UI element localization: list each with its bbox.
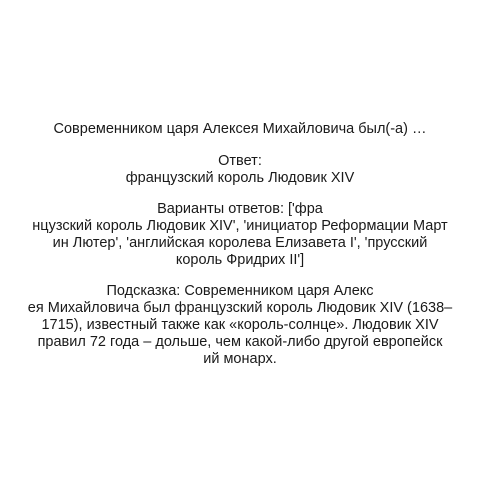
- question-block: [0, 121, 480, 138]
- options-line: король Фридрих II']: [175, 252, 305, 268]
- options-line: Варианты ответов: ['фра: [157, 201, 323, 217]
- options-line: ин Лютер', 'английская королева Елизавета I', 'прусский: [52, 235, 428, 251]
- options-line: нцузский король Людовик XIV', 'инициатор Реформации Март: [32, 218, 448, 234]
- hint-line: ея Михайловича был французский король Людовик XIV (1638–: [27, 300, 453, 316]
- hint-line: 1715), известный также как «король-солнце». Людовик XIV: [41, 317, 439, 333]
- answer-block: [0, 153, 480, 187]
- hint-line: Подсказка: Современником царя Алекс: [106, 283, 374, 299]
- options-block: [0, 201, 480, 269]
- hint-block: [0, 283, 480, 368]
- hint-line: ий монарх.: [203, 351, 277, 367]
- hint-line: правил 72 года – дольше, чем какой-либо другой европейск: [37, 334, 443, 350]
- answer-label: Ответ:: [218, 153, 262, 169]
- answer-value: французский король Людовик XIV: [125, 170, 355, 186]
- question-text: Современником царя Алексея Михайловича был(-а) …: [53, 121, 427, 137]
